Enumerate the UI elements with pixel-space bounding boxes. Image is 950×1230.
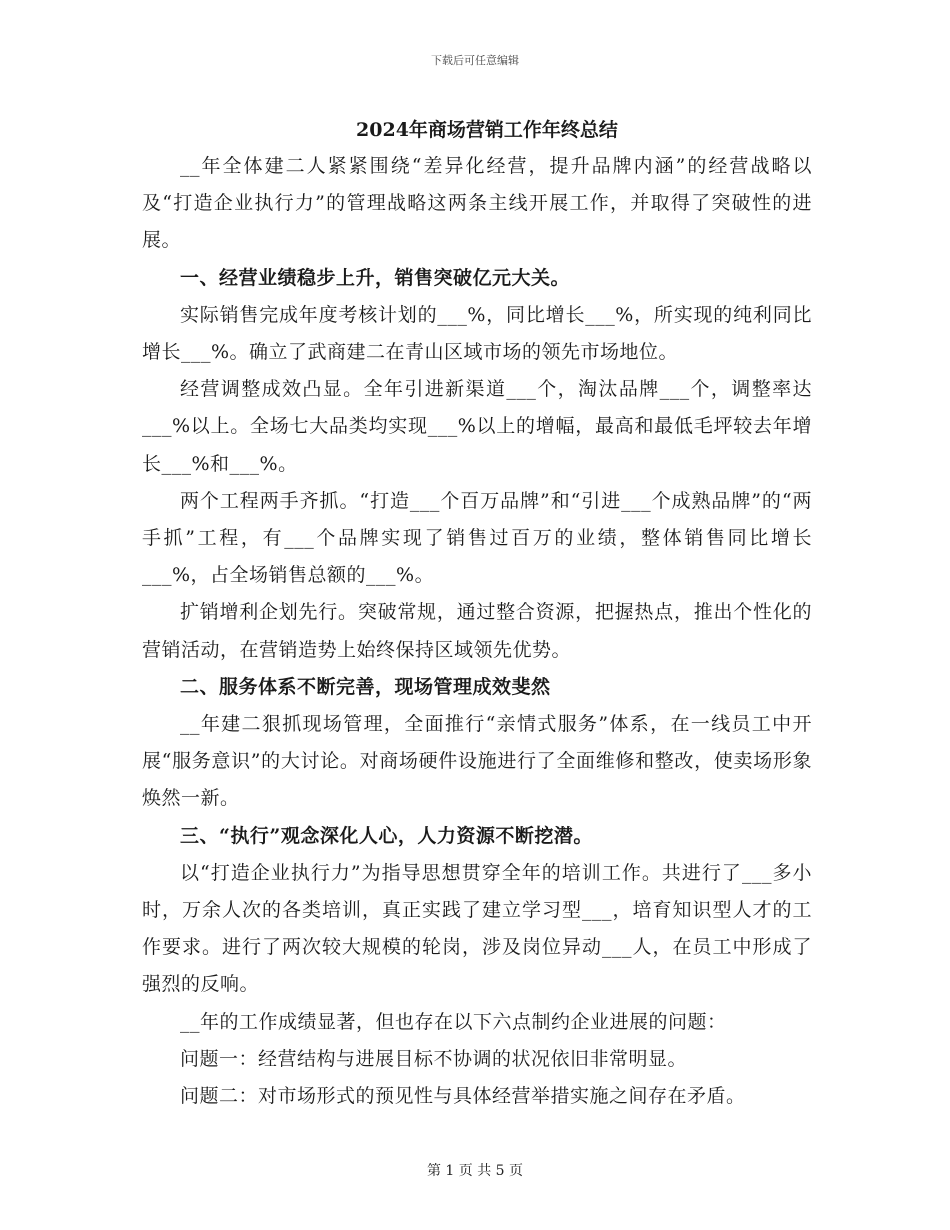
paragraph: 扩销增利企划先行。突破常规，通过整合资源，把握热点，推出个性化的营销活动，在营销造势上始终保持区域领先优势。 xyxy=(142,601,812,661)
paragraph-intro: __年全体建二人紧紧围绕“差异化经营，提升品牌内涵”的经营战略以及“打造企业执行力”的管理战略这两条主线开展工作，并取得了突破性的进展。 xyxy=(142,155,812,252)
paragraph: 两个工程两手齐抓。“打造___个百万品牌”和“引进___个成熟品牌”的“两手抓”工程，有___个品牌实现了销售过百万的业绩，整体销售同比增长___%，占全场销售总额的___%。 xyxy=(142,489,812,587)
paragraph: 以“打造企业执行力”为指导思想贯穿全年的培训工作。共进行了___多小时，万余人次的各类培训，真正实践了建立学习型___，培育知识型人才的工作要求。进行了两次较大规模的轮岗，涉及岗位异动___人，在员工中形成了强烈的反响。 xyxy=(142,861,812,996)
paragraph: 经营调整成效凸显。全年引进新渠道___个，淘汰品牌___个，调整率达___%以上。全场七大品类均实现___%以上的增幅，最高和最低毛坪较去年增长___%和___%。 xyxy=(142,378,812,475)
paragraph: __年建二狠抓现场管理，全面推行“亲情式服务”体系，在一线员工中开展“服务意识”的大讨论。对商场硬件设施进行了全面维修和整改，使卖场形象焕然一新。 xyxy=(142,713,812,810)
section-heading-3: 三、“执行”观念深化人心，人力资源不断挖潜。 xyxy=(180,824,593,847)
document-title: 2024年商场营销工作年终总结 xyxy=(356,119,618,141)
paragraph: 实际销售完成年度考核计划的___%，同比增长___%，所实现的纯利同比增长___%。确立了武商建二在青山区域市场的领先市场地位。 xyxy=(142,303,812,364)
paragraph: 问题二：对市场形式的预见性与具体经营举措实施之间存在矛盾。 xyxy=(180,1085,746,1108)
paragraph: __年的工作成绩显著，但也存在以下六点制约企业进展的问题： xyxy=(180,1010,727,1033)
document-body xyxy=(142,112,812,1115)
section-heading-1: 一、经营业绩稳步上升，销售突破亿元大关。 xyxy=(180,266,571,289)
page-number: 第 1 页 共 5 页 xyxy=(426,1163,524,1179)
header-note: 下载后可任意编辑 xyxy=(431,54,519,67)
section-heading-2: 二、服务体系不断完善，现场管理成效斐然 xyxy=(180,675,551,698)
paragraph: 问题一：经营结构与进展目标不协调的状况依旧非常明显。 xyxy=(180,1047,688,1070)
